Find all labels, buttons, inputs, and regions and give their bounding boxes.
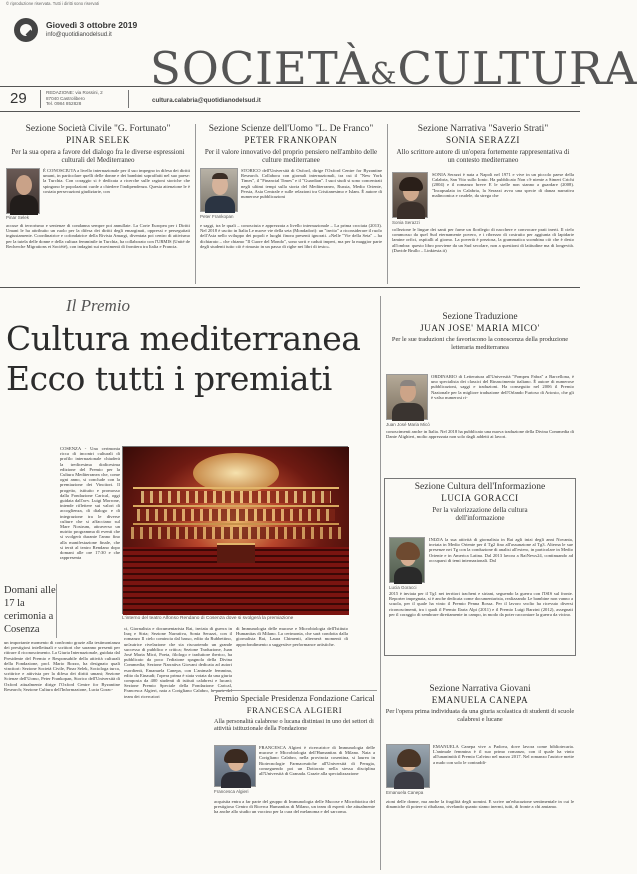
article-body-col1-bottom: un importante momento di confronto grazie alla testimonianza dei prestigiosi intellettuali e scrittori che saranno presenti per ritirare il riconoscimento. La Giuria Internazionale, guidata dal Presidente del Premio e Responsabile della attività culturali della Fondazione, prof. Mario Bozzo, ha designato quali vincitori: Sezione Società Civile, Pinar Selek, Sociologa turca, scrittrice e attivista per la difesa dei diritti umani; Sezione Scienze dell'Uomo, Peter Frankopan, Storico dell'Università di Oxford attualmente dirige l'Oxford Centre for Byzantine Research; Sezione Cultura dell'Informazione, Lucia Gorac- (4, 640, 120, 692)
winner-photo (214, 745, 256, 787)
winner-photo (386, 744, 430, 788)
winner-motivation: Per le sue traduzioni che favoriscono la conoscenza della produzione letteraria mediterranea (391, 336, 569, 351)
headline-line-2: Ecco tutti i premiati (6, 359, 332, 398)
winner-bio: collezione le lingue dei santi per farne un florilegio di nacchere e convocare prati inerti. Il cielo commosso da quel Sud eternamente povero, e i ribrezzo di costruito per aggiunta di lapidarie lamine orfici, ospitalli al giorno. La povertà è preziosa, la grammatica scombina ciò che è desto all'ombra: questo libro proviene da un Sud secolare, non a questioni di latitudine ma di longevità. (Davide Brullo – Linkiesta.it) (392, 227, 574, 253)
issue-date: Giovedì 3 ottobre 2019 (46, 20, 138, 30)
winner-photo (389, 537, 425, 583)
header-email[interactable]: info@quotidianodelsud.it (46, 32, 112, 38)
winner-bio: acquisita entra a far parte del gruppo di Immunologia delle Mucose e Microbiotica del prestigioso Centro di Ricerca Humanitas di Milano, un team di esperti che attualmente ha anche allo studio un vaccino per la cura del melanoma e del sarcoma. (214, 799, 375, 815)
winner-motivation: Per l'opera prima individuata da una giuria scolastica di studenti di scuole calabresi e lucane (385, 708, 575, 723)
photo-caption: Pinar Selek (6, 215, 30, 220)
profile-emanuela-canepa (384, 662, 576, 870)
winner-motivation: Alla personalità calabrese o lucana distintasi in uno dei settori di attività istituzionale della Fondazione (214, 718, 374, 733)
page-number: 29 (10, 90, 27, 107)
section-heading: Sezione Scienze dell'Uomo "L. De Franco" (208, 124, 374, 134)
winner-name: PETER FRANKOPAN (244, 135, 338, 145)
winner-bio: accuse di terrorismo e sentenze di condanna sempre poi annullate. La Corte Europea per i Diritti Umani le ha attribuito un ruolo per la difesa dei diritti degli emarginati, oppressi e perseguitati ingiustamente. Coordinatrice e cofondatrice della Rivista Amargi, diventata poi centro di attivismo per la tutela delle donne e della cultura femminile in Turchia, ha collaborato con l'URMIS (Unité de Recherche Migrations et Société), con indagini sui movimenti di frontiera tra Italia e Francia. (6, 223, 190, 249)
section-heading: Sezione Narrativa Giovani (429, 684, 531, 694)
kicker-il-premio: Il Premio (66, 296, 131, 315)
photo-caption: Lucia Goracci (389, 585, 417, 590)
section-heading: Sezione Società Civile "G. Fortunato" (25, 124, 171, 134)
winner-photo (200, 168, 238, 212)
profile-juan-jose-maria-mico (384, 312, 576, 472)
photo-caption: Peter Frankopan (200, 214, 234, 219)
winner-bio-beside: STORICO dell'Università di Oxford, dirige l'Oxford Centre for Byzantine Research. Collabora con giornali internazionali, tra cui il "New York Times", il "Financial Times" e il "Guardian". I suoi studi si sono concentrati negli ultimi tempi sulla storia del Mediterraneo, Russia, Medio Oriente, Persia, Asia Centrale e sulle relazioni tra Cristianesimo e Islam. È autore di numerose pubblicazioni (241, 168, 382, 200)
winner-bio-beside: FRANCESCA Algieri è ricercatrice di Immunologia delle mucose e Microbiologia dell'Humanitas di Milano. Nata a Corigliano Calabro, nella provincia cosentina, si laurea in Biotecnologie Farmaceutiche all'Università di Perugia, conseguendo poi un Dottorato nella stessa disciplina all'Università di Granada. Grazie alla specializzazione (259, 745, 375, 777)
winner-photo (386, 374, 428, 420)
photo-caption: Emanuela Canepa (386, 790, 424, 795)
profile-lucia-goracci (384, 478, 576, 656)
winner-bio-beside: EMANUELA Canepa vive a Padova, dove lavora come bibliotecaria. L'animale femmina è il suo primo romanzo, con il quale ha vinto all'unanimità il Premio Calvino nel marzo 2017. Nel romanzo l'autrice mette a nudo con solo le contraddi- (433, 744, 574, 765)
winner-name: LUCIA GORACCI (441, 493, 519, 503)
logo-icon (14, 18, 38, 42)
photo-caption: Juan José Maria Micó (386, 422, 430, 427)
title-societa: SOCIETÀ (150, 42, 370, 95)
winner-motivation: Per la sua opera a favore del dialogo fra le diverse espressioni culturali del Mediterraneo (11, 148, 185, 165)
winner-motivation: Allo scrittore autore di un'opera fortemente rappresentativa di un contesto mediterraneo (396, 148, 570, 165)
photo-caption: Sonia Serazzi (392, 220, 420, 225)
culture-email[interactable]: cultura.calabria@quotidianodelsud.it (152, 97, 261, 104)
winner-motivation: Per il valore innovativo del proprio pensiero nell'ambito delle culture mediterranee (204, 148, 378, 165)
section-heading: Premio Speciale Presidenza Fondazione Carical (214, 694, 375, 703)
winner-bio-beside: È CONOSCIUTA a livello internazionale per il suo impegno in difesa dei diritti umani, in particolare quelli delle donne e dei bambini sopraffatti nel suo paese: la Turchia. Con coraggio si è dedicata a ricerche sulle ragioni storiche che spingono le popolazioni curde a chiedere l'indipendenza. Questa attenzione le è costata persecuzioni giudiziarie, con (43, 168, 190, 194)
masthead (0, 0, 637, 118)
article-body-col2: ci, Giornalista e documentarista Rai, inviata di guerra in Iraq e Siria; Sezione Narrativa, Sonia Serazzi, con il romanzo Il cielo comincia dal basso, edito da Rubbettino, un'autrice rivelazione che sta riscuotendo un grande successo di pubblico e critica; Sezione Traduzione, Juan José Maria Micó, Poeta, filologo e traduttore iberico, ha pubblicato da poco l'edizione spagnola della Divina Commedia; Sezione Narrativa Giovani dedicata ad autori esordienti, Emanuela Canepa, con L'animale femmina, edito da Einaudi; l'opera prima è stata votata da una giuria composta da 400 studenti di istituti calabresi e lucani; Sezione Premio Speciale della Fondazione Carical, Francesca Algieri, nata a Corigliano Calabro, fa parte del team dei ricercatori (124, 626, 232, 699)
photo-caption: Francesca Algieri (214, 789, 249, 794)
profile-francesca-algieri (212, 690, 377, 870)
section-title (150, 44, 637, 100)
winner-name: SONIA SERAZZI (445, 135, 521, 145)
profile-pinar-selek (4, 124, 192, 284)
section-heading: Sezione Traduzione (442, 312, 518, 322)
winner-bio: zioni delle donne, ma anche la fragilità degli uomini. E scrive un'educazione sentimentale in cui le dinamiche di potere si ribaltano, rivelando quanto siamo inermi, tutti, di fronte a chi amiamo. (386, 799, 574, 810)
title-cultura: CULTURA (397, 42, 637, 95)
winner-bio-beside: SONIA Serazzi è nata a Napoli nel 1971 e vive in un piccolo paese della Calabria, San Vito sullo Ionio. Ha pubblicato Non c'è niente a Simeri Crichi (2004) e il romanzo breve E le stelle non stanno a guardare (2008). "Incapsulata in Calabria, la Serazzi avva una specie di danza narrativa malinconica e crudele, da strega che (432, 172, 574, 198)
image-caption: L'interno del teatro Alfonso Rendano di Cosenza dove si svolgerà la premiazione (122, 616, 294, 621)
headline-line-1: Cultura mediterranea (6, 319, 361, 358)
winner-name: EMANUELA CANEPA (431, 695, 529, 705)
winner-photo (392, 172, 428, 218)
theatre-photo (122, 446, 348, 614)
redazione-block: REDAZIONE: via Rossini, 2 87040 Castrolibero Tel. 0984 852828 (46, 90, 103, 107)
profile-peter-frankopan (198, 124, 384, 284)
winner-name: PINAR SELEK (66, 135, 130, 145)
section-heading: Sezione Narrativa "Saverio Strati" (417, 124, 549, 134)
winner-bio-beside: ORDINARIO di Letteratura all'Università "Pompeu Fabra" a Barcellona, è uno specialista dei classici del Rinascimento italiano. È autore di numerose pubblicazioni, saggi e traduzioni. Ha conseguito nel 2006 il Premio Nazionale per la migliore traduzione dell'Orlando Furioso di Ariosto, che gli è valso numerosi ri- (431, 374, 574, 400)
article-body-col1-top: COSENZA - Una cerimonia ricca di incontri culturali di profilo internazionale chiuderà la tredicesima dodicesima edizione del Premio per la Cultura Mediterranea che, come ogni anno, si conclude con la premiazione dei Vincitori. Il progetto, istituito e promosso dalla Fondazione Carical, oggi guidata dall'avv. Luigi Morrone, intende riflettere sui valori di accoglienza, di dialogo e di integrazione tra le diverse culture che si affacciano sul Mare Nostrum, attraverso un nutrito programma di eventi che si svolgerà durante l'anno fino alla manifestazione finale, che si terrà al teatro Rendano dopo domani alle ore 17:30 e che rappresenta (60, 446, 120, 561)
winner-bio: 2015 è inviata per il Tg1 nei territori iracheni e siriani, seguendo la guerra con l'ISIS sul fronte. Reporter impegnata, si è anche dedicata come documentarista, realizzando Le bambine non vanno a scuola, per il quale ha vinto il Premio Penna Rossa. Per il lavoro svolto ha ricevuto diversi riconoscimenti, tra i quali il Premio Ilaria Alpi (2011) e il Premio Luigi Barzini (2012), assegnati per il coraggio di sembrare direttamente in campo, in modo da poter raccontare la guerra da vicino. (389, 591, 573, 617)
profile-sonia-serazzi (390, 124, 576, 284)
winner-bio-beside: INIZIA la sua attività di giornalista in Rai agli inizi degli anni Novanta, inviata in Medio Oriente per il Tg2 fino all'assunzione al Tg3. Alterna le sue presenze nei Tg con la conduzione di analisi all'estero, in particolare in Medio Oriente e in America Latina. Dal 2013 lavora a RaiNews24, continuando ad occuparsi di temi internazionali. Dal (429, 537, 573, 563)
winner-bio: conoscimenti anche in Italia. Nel 2018 ha pubblicato una nuova traduzione della Divina Commedia di Dante Alighieri, molto apprezzata non solo dagli addetti ai lavori. (386, 429, 574, 440)
section-heading: Sezione Cultura dell'Informazione (414, 482, 546, 492)
winner-name: FRANCESCA ALGIERI (246, 705, 343, 715)
pull-quote: Domani alle 17 la cerimonia a Cosenza (4, 585, 56, 635)
copyright-note: © riproduzione riservata. Tutti i diritti sono riservati (6, 1, 99, 6)
winner-name: JUAN JOSE' MARIA MICO' (420, 323, 540, 333)
title-ampersand: & (369, 57, 398, 92)
article-body-col3: di Immunologia delle mucose e Microbiologia dell'Istituto Humanitas di Milano. La cerimonia, che sarà condotta dalla giornalista Rai, Laura Chimenti, alternerà momenti di approfondimento a suggestive performance artistiche. (236, 626, 348, 647)
winner-motivation: Per la valorizzazione della cultura dell'informazione (432, 506, 528, 523)
winner-photo (6, 168, 40, 214)
winner-bio: e saggi, tra le quali – conosciuta e apprezzata a livello internazionale – La prima crociata (2013). Nel 2018 è uscito in Italia Le nuove vie della seta (Mondadori): un "invito" a riconsiderare il ruolo dell'Asia nello sviluppo dei popoli e luoghi finora presenti ignorati. «Nelle "Vie della Seta" – ha dichiarato – che chiamo "Il Cuore del Mondo", sono sorti e caduti imperi, ma per la maggior parte degli studenti tutto ciò è rimasto in un passo di righe nei libri di testo». (200, 223, 382, 249)
